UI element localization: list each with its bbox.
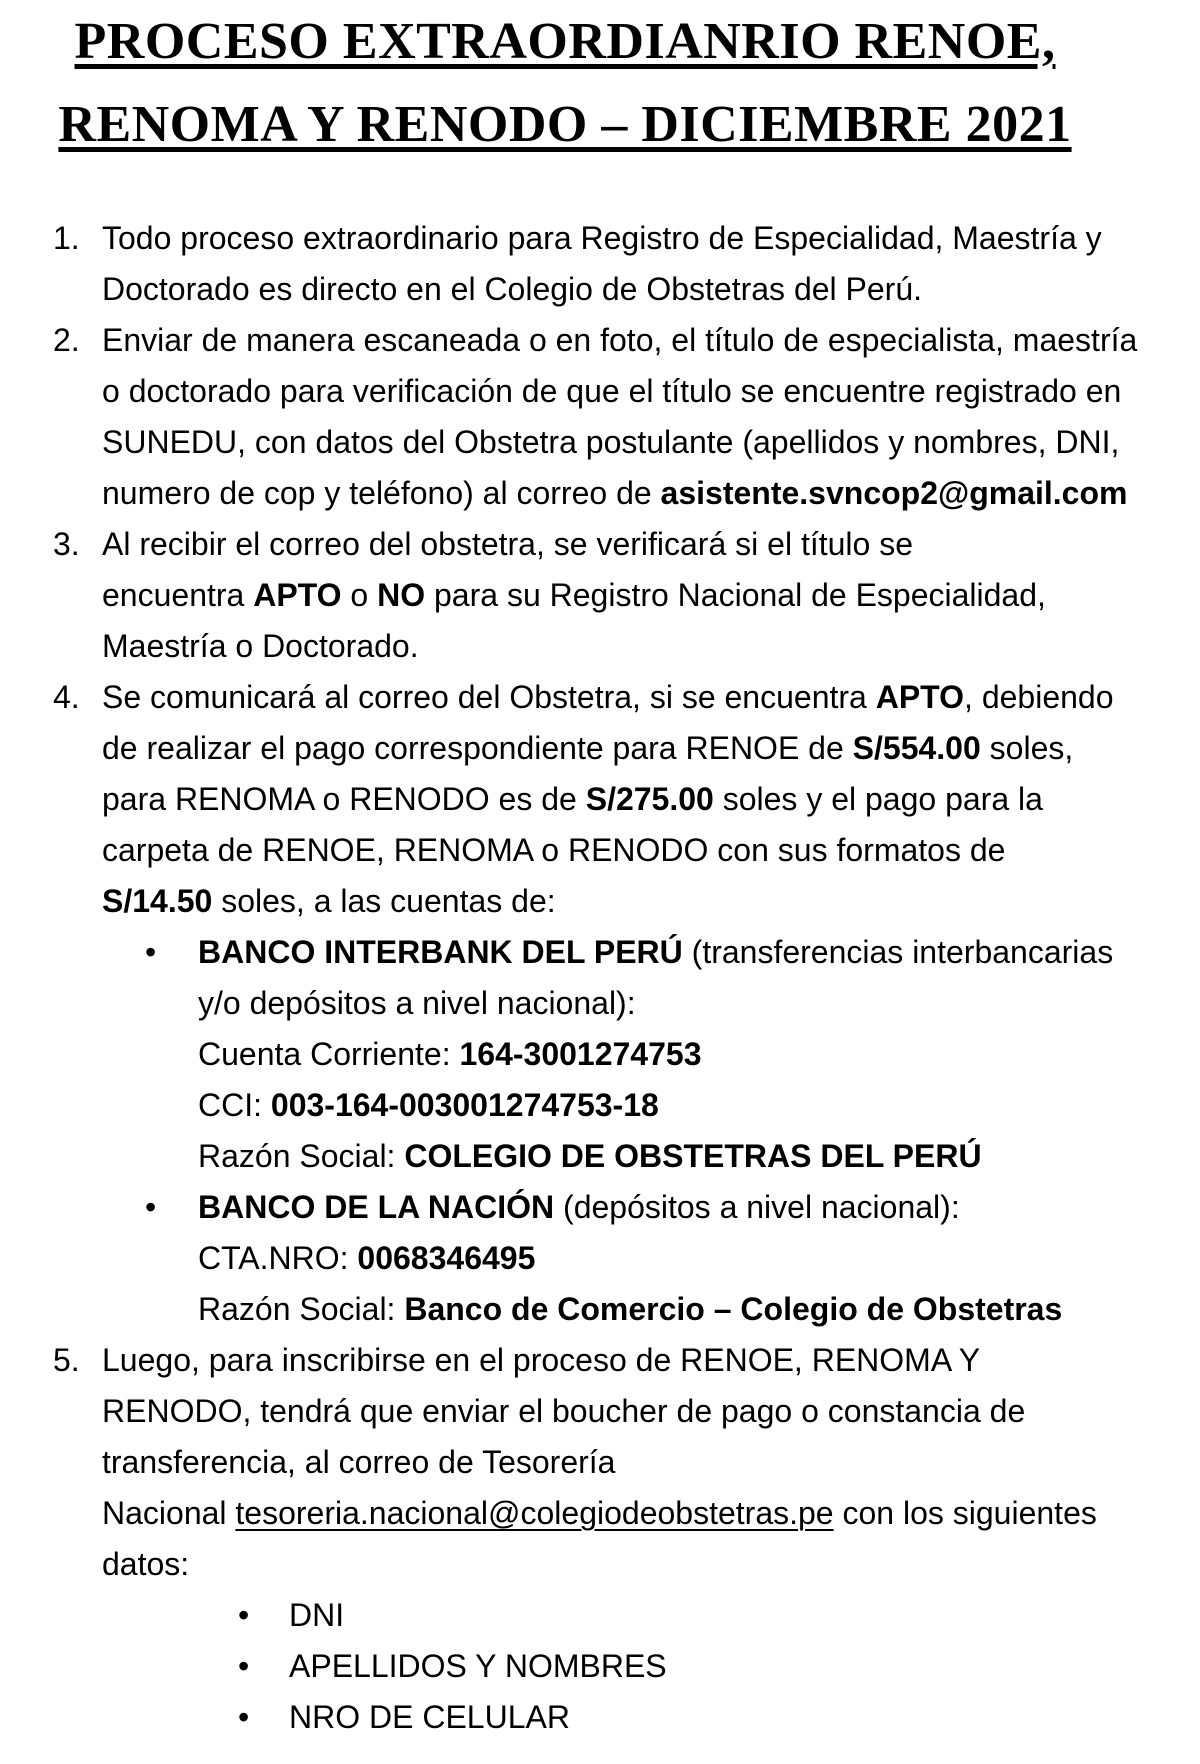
text-segment: datos:	[102, 1546, 190, 1582]
numbered-item	[0, 1335, 1200, 1590]
item-number: 2.	[53, 322, 80, 358]
text-segment: BANCO INTERBANK DEL PERÚ	[198, 934, 683, 970]
text-segment: carpeta de RENOE, RENOMA o RENODO con sus formatos de	[102, 832, 1006, 868]
text-line	[289, 1692, 1200, 1743]
title-line-2: RENOMA Y RENODO – DICIEMBRE 2021	[58, 96, 1072, 153]
item-number: 5.	[53, 1342, 80, 1378]
text-line	[102, 417, 1200, 468]
text-line	[102, 1437, 1200, 1488]
text-segment: NO	[377, 577, 426, 613]
text-segment: Doctorado es directo en el Colegio de Obstetras del Perú.	[102, 271, 923, 307]
text-line	[102, 570, 1200, 621]
text-segment: SUNEDU, con datos del Obstetra postulante (apellidos y nombres, DNI,	[102, 424, 1120, 460]
text-line	[198, 1029, 1200, 1080]
text-line	[289, 1641, 1200, 1692]
bullet-item	[0, 927, 1200, 1182]
text-line	[102, 1335, 1200, 1386]
bullet-icon: •	[145, 934, 157, 970]
text-line	[102, 468, 1200, 519]
bullet-icon: •	[238, 1648, 250, 1684]
email-link[interactable]: tesoreria.nacional@colegiodeobstetras.pe	[235, 1495, 834, 1531]
bullet-icon: •	[145, 1189, 157, 1225]
text-segment: o doctorado para verificación de que el título se encuentre registrado en	[102, 373, 1122, 409]
text-segment: para su Registro Nacional de Especialidad,	[425, 577, 1046, 613]
text-segment: NRO DE CELULAR	[289, 1699, 570, 1735]
text-line	[102, 1488, 1200, 1539]
text-line	[102, 264, 1200, 315]
text-segment: Se comunicará al correo del Obstetra, si se encuentra	[102, 679, 876, 715]
text-segment: con los siguientes	[833, 1495, 1097, 1531]
text-line	[198, 927, 1200, 978]
text-segment: Al recibir el correo del obstetra, se verificará si el título se	[102, 526, 913, 562]
text-segment: , debiendo	[964, 679, 1114, 715]
text-line	[198, 1080, 1200, 1131]
text-line	[198, 1284, 1200, 1335]
text-segment: para RENOMA o RENODO es de	[102, 781, 586, 817]
text-segment: APTO	[253, 577, 342, 613]
text-line	[102, 621, 1200, 672]
account-number: 003-164-003001274753-18	[270, 1087, 659, 1123]
text-line	[198, 1233, 1200, 1284]
text-segment: Cuenta Corriente:	[198, 1036, 460, 1072]
text-segment: encuentra	[102, 577, 254, 613]
text-line	[289, 1590, 1200, 1641]
text-line	[102, 213, 1200, 264]
text-line	[102, 774, 1200, 825]
text-line	[102, 825, 1200, 876]
text-segment: COLEGIO DE OBSTETRAS DEL PERÚ	[404, 1138, 982, 1174]
text-line	[198, 1182, 1200, 1233]
text-segment: S/14.50	[102, 883, 213, 919]
numbered-item	[0, 315, 1200, 519]
text-segment: S/275.00	[585, 781, 714, 817]
text-segment: Maestría o Doctorado.	[102, 628, 419, 664]
account-number: 164-3001274753	[459, 1036, 702, 1072]
text-segment: Enviar de manera escaneada o en foto, el título de especialista, maestría	[102, 322, 1138, 358]
text-segment: DNI	[289, 1597, 345, 1633]
text-segment: CTA.NRO:	[198, 1240, 358, 1276]
text-segment: (transferencias interbancarias	[682, 934, 1114, 970]
email-text: asistente.svncop2@gmail.com	[660, 475, 1128, 511]
text-segment: S/554.00	[852, 730, 981, 766]
account-number: 0068346495	[357, 1240, 536, 1276]
text-segment: soles y el pago para la	[713, 781, 1043, 817]
item-number: 1.	[53, 220, 80, 256]
text-segment: BANCO DE LA NACIÓN	[198, 1189, 555, 1225]
sub-bullet-item	[0, 1590, 1200, 1641]
text-line	[102, 876, 1200, 927]
text-segment: numero de cop y teléfono) al correo de	[102, 475, 661, 511]
bullet-item	[0, 1182, 1200, 1335]
text-line	[198, 978, 1200, 1029]
text-segment: Razón Social:	[198, 1138, 405, 1174]
document-title	[0, 0, 1130, 166]
text-line	[102, 1539, 1200, 1590]
item-number: 4.	[53, 679, 80, 715]
bullet-icon: •	[238, 1699, 250, 1735]
text-line	[102, 315, 1200, 366]
text-segment: Banco de Comercio – Colegio de Obstetras	[404, 1291, 1063, 1327]
text-line	[102, 519, 1200, 570]
text-segment: RENODO, tendrá que enviar el boucher de pago o constancia de	[102, 1393, 1026, 1429]
text-line	[102, 723, 1200, 774]
text-line	[102, 1386, 1200, 1437]
text-segment: APTO	[875, 679, 965, 715]
text-line	[102, 672, 1200, 723]
text-segment: Todo proceso extraordinario para Registro de Especialidad, Maestría y	[102, 220, 1102, 256]
numbered-item	[0, 672, 1200, 927]
bullet-icon: •	[238, 1597, 250, 1633]
text-segment: (depósitos a nivel nacional):	[554, 1189, 960, 1225]
text-segment: de realizar el pago correspondiente para RENOE de	[102, 730, 853, 766]
title-line-1: PROCESO EXTRAORDIANRIO RENOE,	[74, 13, 1056, 70]
text-segment: soles,	[980, 730, 1074, 766]
text-segment: o	[341, 577, 378, 613]
text-segment: Nacional	[102, 1495, 236, 1531]
text-segment: soles, a las cuentas de:	[212, 883, 556, 919]
sub-bullet-item	[0, 1692, 1200, 1743]
sub-bullet-item	[0, 1641, 1200, 1692]
text-segment: CCI:	[198, 1087, 271, 1123]
numbered-item	[0, 519, 1200, 672]
text-segment: Razón Social:	[198, 1291, 405, 1327]
text-segment: APELLIDOS Y NOMBRES	[289, 1648, 667, 1684]
text-segment: transferencia, al correo de Tesorería	[102, 1444, 616, 1480]
numbered-item	[0, 213, 1200, 315]
text-segment: Luego, para inscribirse en el proceso de RENOE, RENOMA Y	[102, 1342, 981, 1378]
text-line	[102, 366, 1200, 417]
item-number: 3.	[53, 526, 80, 562]
text-segment: y/o depósitos a nivel nacional):	[198, 985, 636, 1021]
text-line	[198, 1131, 1200, 1182]
document-body	[0, 213, 1200, 1743]
